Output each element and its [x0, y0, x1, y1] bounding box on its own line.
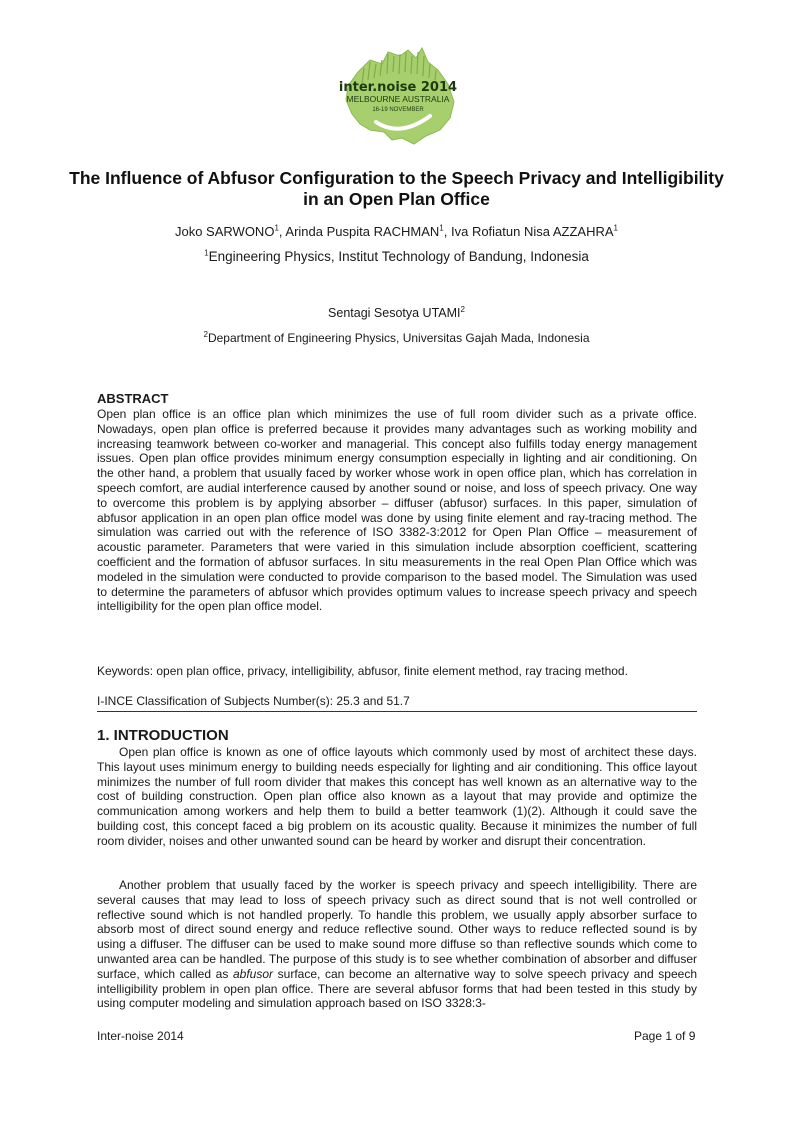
author-name: Sentagi Sesotya UTAMI — [328, 306, 461, 320]
author-name: Iva Rofiatun Nisa AZZAHRA — [450, 224, 614, 239]
author-affiliation-mark: 2 — [460, 304, 465, 314]
affiliation-mark: 1 — [204, 248, 209, 258]
affiliation-mark: 2 — [203, 330, 208, 339]
logo-dates: 16-19 NOVEMBER — [372, 107, 424, 113]
author-name: Arinda Puspita RACHMAN — [285, 224, 440, 239]
author-affiliation-mark: 1 — [274, 223, 279, 233]
author-4 — [60, 306, 733, 320]
affiliation-text: Engineering Physics, Institut Technology of Bandung, Indonesia — [208, 249, 589, 264]
introduction-paragraph-1: Open plan office is known as one of office layouts which commonly used by most of architect these days. This layout uses minimum energy to building needs especially for lighting and air conditioning. This office layout minimizes the number of full room divider that makes this concept has well known as an alternative way to the cost of building construction. Open plan office also known as a layout that may provide and optimize the communication among workers and help them to build a better teamwork (1)(2). Although it could save the building cost, this concept faced a big problem on its acoustic quality. Because it minimizes the number of full room divider, noises and other unwanted sound can be heard by worker and disrupt their concentration. — [97, 745, 697, 848]
introduction-heading: 1. INTRODUCTION — [97, 727, 229, 744]
abstract-heading: ABSTRACT — [97, 391, 169, 406]
abstract-body: Open plan office is an office plan which minimizes the use of full room divider such as a private office. Nowadays, open plan office is preferred because it provides many advantages such as working mobility and increasing teamwork between co-worker and managerial. This concept also fulfills today energy management issues. Open plan office provides minimum energy consumption especially in lighting and air conditioning. On the other hand, a problem that usually faced by worker whose work in open office plan, which has correlation in speech comfort, are audial interference caused by another sound or noise, and loss of speech privacy. One way to overcome this problem is by applying absorber – diffuser (abfusor) surfaces. In this paper, simulation of abfusor application in an open plan office model was done by using finite element and ray-tracing method. The simulation was carried out with the reference of ISO 3382-3:2012 for Open Plan Office – measurement of acoustic parameter. Parameters that were varied in this simulation include absorption coefficient, scattering coefficient and the formation of abfusor surfaces. In situ measurements in the real Open Plan Office which was modeled in the simulation were conducted to provide comparison to the based model. The Simulation was used to determine the parameters of abfusor which provides optimum values to increase speech privacy and speech intelligibility for the open plan office model. — [97, 407, 697, 614]
author-separator: , — [443, 224, 451, 239]
classification: I-INCE Classification of Subjects Number(s): 25.3 and 51.7 — [97, 694, 410, 708]
logo-title: inter.noise 2014 — [338, 80, 458, 95]
introduction-paragraph-2 — [97, 878, 697, 1011]
footer-conference: Inter-noise 2014 — [97, 1029, 184, 1043]
logo-location: MELBOURNE AUSTRALIA — [346, 94, 450, 104]
paper-title: The Influence of Abfusor Configuration to the Speech Privacy and Intelligibility in an Open Plan Office — [69, 168, 724, 209]
footer-page-number: Page 1 of 9 — [634, 1029, 696, 1043]
emphasized-term: abfusor — [232, 966, 274, 981]
author-name: Joko SARWONO — [174, 224, 275, 239]
author-separator: , — [278, 224, 286, 239]
author-affiliation-mark: 1 — [613, 223, 618, 233]
paragraph-text: Another problem that usually faced by the worker is speech privacy and speech intelligibility. There are several causes that may lead to loss of speech privacy such as direct sound that is not well controlled or reflective sound which is not handled properly. To handle this problem, we usually apply absorber surface to absorb most of direct sound energy and reduce reflective sound. Other ways to reduce reflected sound is by using a diffuser. The diffuser can be used to make sound more diffuse so than reflective sounds which come to unwanted area can be handled. The purpose of this study is to see whether combination of absorber and diffuser surface, which called as — [97, 878, 697, 981]
conference-logo — [330, 44, 462, 150]
section-divider — [97, 711, 697, 712]
keywords: Keywords: open plan office, privacy, intelligibility, abfusor, finite element method, ray tracing method. — [97, 664, 628, 678]
author-affiliation-mark: 1 — [439, 223, 444, 233]
affiliation-2 — [60, 331, 733, 345]
australia-map-logo — [330, 44, 462, 150]
author-list — [60, 224, 733, 239]
affiliation-1 — [60, 249, 733, 264]
affiliation-text: Department of Engineering Physics, Universitas Gajah Mada, Indonesia — [207, 331, 590, 345]
paragraph-text: surface, can become an alternative way to solve speech privacy and speech intelligibility problem in open plan office. There are several abfusor forms that had been tested in this study by using computer modeling and simulation approach based on ISO 3328:3- — [97, 966, 697, 1011]
